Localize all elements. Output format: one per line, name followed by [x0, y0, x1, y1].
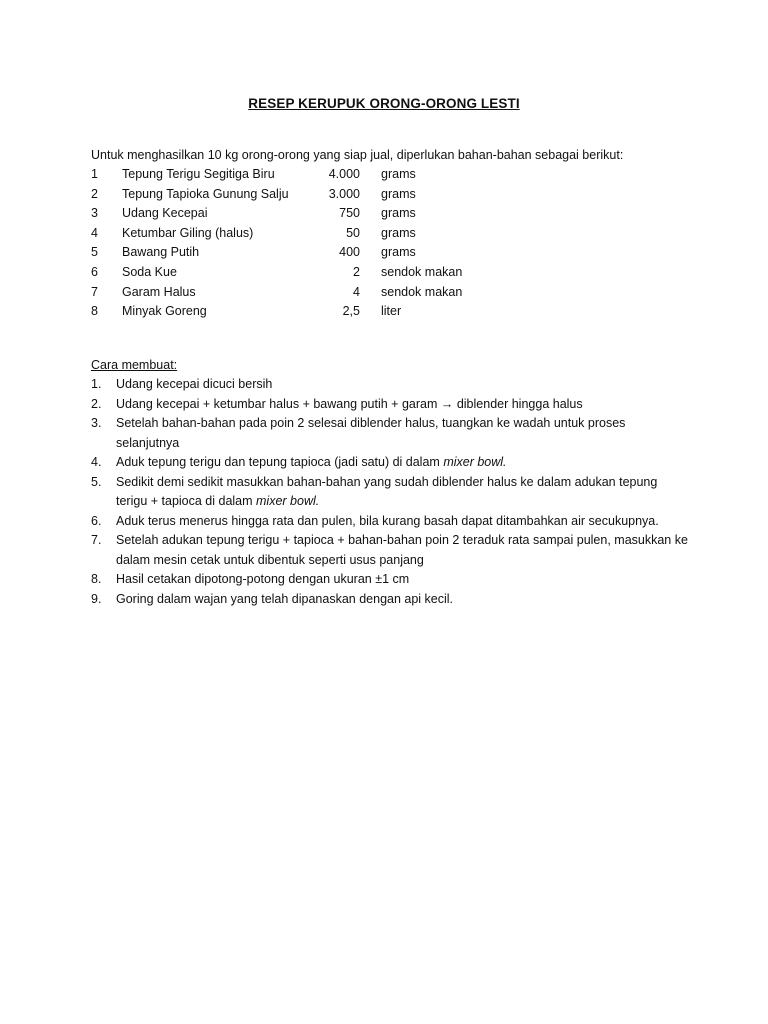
ingredient-unit: sendok makan — [381, 264, 463, 279]
step-text — [116, 473, 691, 512]
ingredient-name: Bawang Putih — [122, 245, 200, 260]
step-number: 5. — [91, 474, 102, 489]
step-text-main: Setelah bahan-bahan pada poin 2 selesai diblender halus, tuangkan ke wadah untuk proses selanjutnya — [116, 416, 626, 450]
ingredient-number: 3 — [91, 206, 98, 221]
step-text — [116, 453, 691, 473]
ingredient-name: Tepung Tapioka Gunung Salju — [122, 186, 289, 201]
step-number: 9. — [91, 591, 102, 606]
step-text-italic: mixer bowl. — [256, 494, 320, 508]
step-text — [116, 512, 691, 532]
ingredient-name: Soda Kue — [122, 264, 177, 279]
ingredient-quantity: 400 — [339, 245, 360, 260]
method-step — [91, 531, 691, 570]
ingredient-unit: liter — [381, 304, 402, 319]
step-text-main: Aduk terus menerus hingga rata dan pulen, bila kurang basah dapat ditambahkan air secukupnya. — [116, 513, 659, 528]
ingredient-quantity: 4.000 — [328, 167, 360, 181]
step-text-main: Goring dalam wajan yang telah dipanaskan dengan api kecil. — [116, 591, 454, 606]
ingredient-unit: grams — [381, 167, 416, 181]
ingredient-number: 1 — [91, 167, 98, 181]
ingredient-quantity: 4 — [353, 284, 360, 299]
ingredient-number: 8 — [91, 304, 98, 319]
step-text-main: Hasil cetakan dipotong-potong dengan ukuran ±1 cm — [116, 572, 410, 586]
document-title: RESEP KERUPUK ORONG-ORONG LESTI — [248, 96, 520, 111]
step-text-main: Aduk tepung terigu dan tepung tapioca (jadi satu) di dalam — [116, 455, 444, 469]
method-step-list — [91, 375, 691, 609]
ingredient-unit: grams — [381, 245, 416, 260]
ingredient-number: 6 — [91, 264, 98, 279]
step-text — [116, 375, 691, 395]
step-number: 8. — [91, 572, 102, 586]
step-number: 2. — [91, 396, 102, 411]
step-number: 3. — [91, 416, 102, 430]
step-number: 1. — [91, 377, 102, 391]
ingredient-quantity: 750 — [339, 206, 360, 221]
ingredient-unit: grams — [381, 225, 416, 240]
ingredient-name: Udang Kecepai — [122, 206, 208, 221]
step-text — [116, 395, 691, 415]
ingredient-number: 2 — [91, 186, 98, 201]
method-step — [91, 512, 691, 532]
step-text-italic: mixer bowl. — [443, 455, 507, 469]
ingredient-quantity: 2,5 — [342, 304, 360, 319]
method-step — [91, 414, 691, 453]
ingredient-number: 4 — [91, 225, 98, 240]
step-number: 6. — [91, 513, 102, 528]
intro-text: Untuk menghasilkan 10 kg orong-orong yang siap jual, diperlukan bahan-bahan sebagai berikut: — [91, 148, 624, 162]
method-step — [91, 453, 691, 473]
ingredient-name: Minyak Goreng — [122, 304, 207, 319]
step-text-main: Sedikit demi sedikit masukkan bahan-bahan yang sudah diblender halus ke dalam adukan tepung terigu + tapioca di dalam — [116, 474, 658, 508]
step-text — [116, 414, 691, 453]
method-step — [91, 395, 691, 415]
ingredient-unit: grams — [381, 206, 416, 221]
ingredient-unit: grams — [381, 186, 416, 201]
method-step — [91, 473, 691, 512]
step-text — [116, 531, 691, 570]
step-text — [116, 570, 691, 590]
method-step — [91, 375, 691, 395]
ingredient-number: 7 — [91, 284, 98, 299]
step-number: 4. — [91, 455, 102, 469]
step-text-main: Setelah adukan tepung terigu + tapioca + bahan-bahan poin 2 teraduk rata sampai pulen, masukkan ke dalam mesin cetak untuk dibentuk seperti usus panjang — [116, 533, 688, 567]
ingredient-name: Ketumbar Giling (halus) — [122, 225, 254, 240]
ingredient-number: 5 — [91, 245, 98, 260]
ingredient-quantity: 2 — [353, 264, 360, 279]
ingredient-quantity: 50 — [346, 225, 360, 240]
ingredient-name: Garam Halus — [122, 284, 196, 299]
ingredient-quantity: 3.000 — [328, 186, 360, 201]
step-text-main: Udang kecepai + ketumbar halus + bawang putih + garam → diblender hingga halus — [116, 396, 583, 411]
ingredient-name: Tepung Terigu Segitiga Biru — [122, 167, 275, 181]
step-text — [116, 590, 691, 610]
method-step — [91, 590, 691, 610]
step-number: 7. — [91, 533, 102, 547]
method-step — [91, 570, 691, 590]
step-text-main: Udang kecepai dicuci bersih — [116, 377, 273, 391]
ingredient-unit: sendok makan — [381, 284, 463, 299]
method-heading: Cara membuat: — [91, 358, 178, 372]
